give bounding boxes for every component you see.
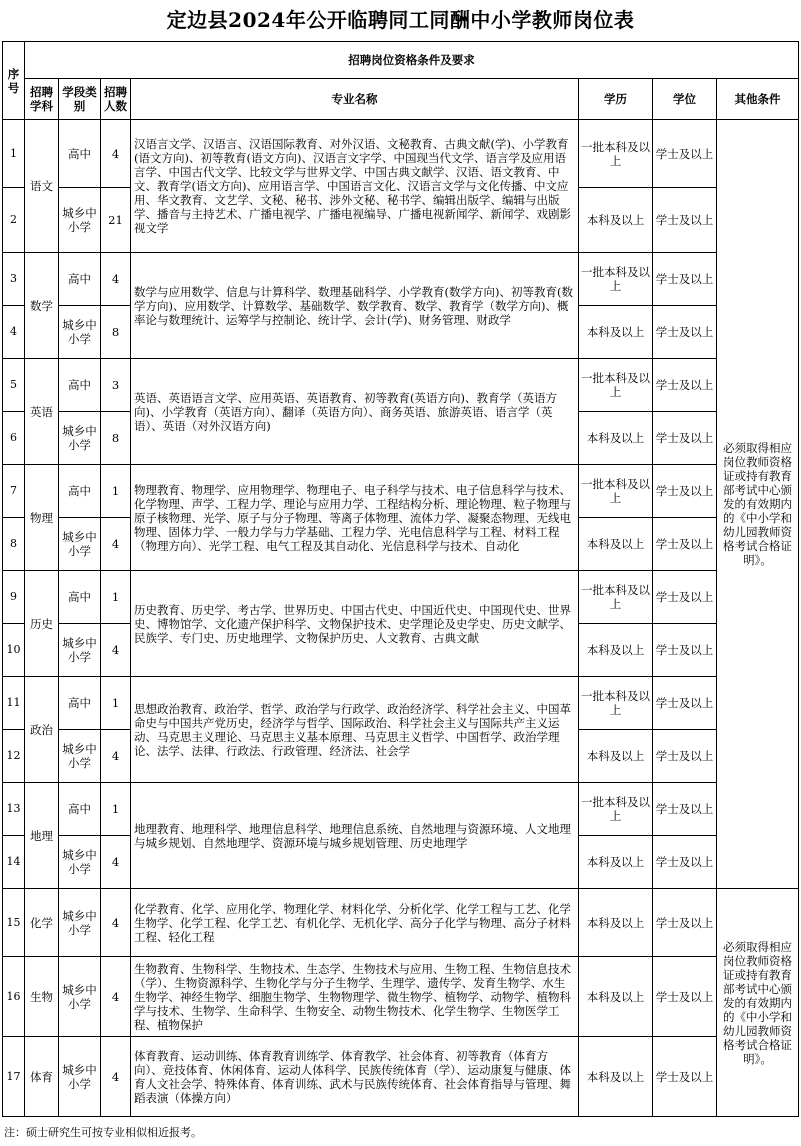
row-seq: 6: [3, 412, 25, 465]
count-cell: 4: [101, 518, 131, 571]
header-subject: 招聘学科: [25, 79, 59, 120]
degree-cell: 学士及以上: [653, 677, 717, 730]
other-condition-cell: 必须取得相应岗位教师资格证或持有教育部考试中心颁发的有效期内的《中小学和幼儿园教师资格考试合格证明》。: [717, 889, 799, 1117]
header-count: 招聘人数: [101, 79, 131, 120]
stage-cell: 高中: [59, 783, 101, 836]
stage-cell: 城乡中小学: [59, 836, 101, 889]
header-other: 其他条件: [717, 79, 799, 120]
count-cell: 1: [101, 783, 131, 836]
degree-cell: 学士及以上: [653, 518, 717, 571]
header-group: 招聘岗位资格条件及要求: [25, 42, 799, 79]
count-cell: 4: [101, 836, 131, 889]
stage-cell: 高中: [59, 571, 101, 624]
education-cell: 一批本科及以上: [579, 359, 653, 412]
education-cell: 本科及以上: [579, 730, 653, 783]
table-row: [3, 465, 799, 518]
stage-cell: 高中: [59, 677, 101, 730]
degree-cell: 学士及以上: [653, 188, 717, 253]
degree-cell: 学士及以上: [653, 1037, 717, 1117]
degree-cell: 学士及以上: [653, 412, 717, 465]
education-cell: 一批本科及以上: [579, 677, 653, 730]
row-seq: 7: [3, 465, 25, 518]
degree-cell: 学士及以上: [653, 957, 717, 1037]
education-cell: 本科及以上: [579, 412, 653, 465]
count-cell: 8: [101, 306, 131, 359]
education-cell: 本科及以上: [579, 518, 653, 571]
count-cell: 8: [101, 412, 131, 465]
row-seq: 10: [3, 624, 25, 677]
table-row: [3, 889, 799, 957]
row-seq: 15: [3, 889, 25, 957]
subject-cell: 体育: [25, 1037, 59, 1117]
degree-cell: 学士及以上: [653, 465, 717, 518]
row-seq: 16: [3, 957, 25, 1037]
education-cell: 一批本科及以上: [579, 465, 653, 518]
degree-cell: 学士及以上: [653, 306, 717, 359]
stage-cell: 城乡中小学: [59, 957, 101, 1037]
stage-cell: 城乡中小学: [59, 306, 101, 359]
row-seq: 1: [3, 120, 25, 188]
degree-cell: 学士及以上: [653, 571, 717, 624]
table-row: [3, 957, 799, 1037]
table-row: [3, 783, 799, 836]
count-cell: 4: [101, 889, 131, 957]
education-cell: 一批本科及以上: [579, 571, 653, 624]
education-cell: 本科及以上: [579, 1037, 653, 1117]
row-seq: 9: [3, 571, 25, 624]
table-row: [3, 571, 799, 624]
degree-cell: 学士及以上: [653, 783, 717, 836]
row-seq: 3: [3, 253, 25, 306]
subject-cell: 政治: [25, 677, 59, 783]
stage-cell: 城乡中小学: [59, 624, 101, 677]
major-cell: 思想政治教育、政治学、哲学、政治学与行政学、政治经济学、科学社会主义、中国革命史与中国共产党历史，经济学与哲学、国际政治、科学社会主义与国际共产主义运动、马克思主义理论、马克思主义基本原理、马克思主义哲学、中国哲学、政治学理论、法学、法律、行政法、行政管理、经济法、社会学: [131, 677, 579, 783]
stage-cell: 城乡中小学: [59, 730, 101, 783]
row-seq: 14: [3, 836, 25, 889]
table-row: [3, 677, 799, 730]
count-cell: 1: [101, 677, 131, 730]
education-cell: 一批本科及以上: [579, 783, 653, 836]
count-cell: 21: [101, 188, 131, 253]
stage-cell: 城乡中小学: [59, 412, 101, 465]
education-cell: 本科及以上: [579, 188, 653, 253]
education-cell: 一批本科及以上: [579, 253, 653, 306]
major-cell: 历史教育、历史学、考古学、世界历史、中国古代史、中国近代史、中国现代史、世界史、博物馆学、文化遗产保护科学、文物保护技术、史学理论及史学史、历史文献学、民族学、专门史、历史地理学、文物保护历史、人文教育、古典文献: [131, 571, 579, 677]
major-cell: 化学教育、化学、应用化学、物理化学、材料化学、分析化学、化学工程与工艺、化学生物学、化学工程、化学工艺、有机化学、无机化学、高分子化学与物理、高分子材料工程、轻化工程: [131, 889, 579, 957]
row-seq: 2: [3, 188, 25, 253]
count-cell: 3: [101, 359, 131, 412]
row-seq: 8: [3, 518, 25, 571]
count-cell: 1: [101, 571, 131, 624]
major-cell: 地理教育、地理科学、地理信息科学、地理信息系统、自然地理与资源环境、人文地理与城乡规划、自然地理学、资源环境与城乡规划管理、历史地理学: [131, 783, 579, 889]
table-row: [3, 120, 799, 188]
count-cell: 4: [101, 1037, 131, 1117]
subject-cell: 化学: [25, 889, 59, 957]
row-seq: 5: [3, 359, 25, 412]
subject-cell: 语文: [25, 120, 59, 253]
count-cell: 4: [101, 624, 131, 677]
subject-cell: 地理: [25, 783, 59, 889]
major-cell: 数学与应用数学、信息与计算科学、数理基础科学、小学教育(数学方向)、初等教育(数学方向)、应用数学、计算数学、基础数学、数学教育、数学、教育学（数学方向)、概率论与数理统计、运筹学与控制论、统计学、会计(学)、财务管理、财政学: [131, 253, 579, 359]
count-cell: 4: [101, 730, 131, 783]
row-seq: 13: [3, 783, 25, 836]
education-cell: 本科及以上: [579, 624, 653, 677]
degree-cell: 学士及以上: [653, 624, 717, 677]
major-cell: 英语、英语语言文学、应用英语、英语教育、初等教育(英语方向)、教育学（英语方向)、小学教育（英语方向）、翻译（英语方向）、商务英语、旅游英语、语言学（英语）、英语（对外汉语方向): [131, 359, 579, 465]
row-seq: 11: [3, 677, 25, 730]
education-cell: 本科及以上: [579, 306, 653, 359]
row-seq: 4: [3, 306, 25, 359]
count-cell: 4: [101, 120, 131, 188]
degree-cell: 学士及以上: [653, 359, 717, 412]
header-degree: 学位: [653, 79, 717, 120]
count-cell: 4: [101, 253, 131, 306]
stage-cell: 高中: [59, 253, 101, 306]
table-row: [3, 1037, 799, 1117]
subject-cell: 物理: [25, 465, 59, 571]
header-major: 专业名称: [131, 79, 579, 120]
count-cell: 4: [101, 957, 131, 1037]
degree-cell: 学士及以上: [653, 253, 717, 306]
education-cell: 本科及以上: [579, 836, 653, 889]
stage-cell: 城乡中小学: [59, 889, 101, 957]
stage-cell: 城乡中小学: [59, 1037, 101, 1117]
subject-cell: 英语: [25, 359, 59, 465]
job-table: [2, 41, 799, 1117]
education-cell: 本科及以上: [579, 957, 653, 1037]
table-row: [3, 253, 799, 306]
row-seq: 17: [3, 1037, 25, 1117]
major-cell: 汉语言文学、汉语言、汉语国际教育、对外汉语、文秘教育、古典文献(学)、小学教育(语文方向)、初等教育(语文方向)、汉语言文字学、中国现当代文学、语言学及应用语言学、中国古代文学、比较文学与世界文学、中国古典文献学、汉语、语文教育、中文、教育学(语文方向)、应用语言学、中国语言文化、汉语言文学与文化传播、中文应用、华文教育、文艺学、文秘、秘书、涉外文秘、秘书学、编辑出版学、编辑与出版学、播音与主持艺术、广播电视学、广播电视编导、广播电视新闻学、新闻学、戏剧影视文学: [131, 120, 579, 253]
header-seq: 序号: [3, 42, 25, 120]
subject-cell: 数学: [25, 253, 59, 359]
stage-cell: 城乡中小学: [59, 188, 101, 253]
subject-cell: 生物: [25, 957, 59, 1037]
stage-cell: 城乡中小学: [59, 518, 101, 571]
header-education: 学历: [579, 79, 653, 120]
education-cell: 一批本科及以上: [579, 120, 653, 188]
major-cell: 物理教育、物理学、应用物理学、物理电子、电子科学与技术、电子信息科学与技术、化学物理、声学、工程力学、理论与应用力学、工程结构分析、理论物理、粒子物理与原子核物理、光学、原子与分子物理、等离子体物理、流体力学、凝聚态物理、无线电物理、固体力学、一般力学与力学基础、工程力学、光电信息科学与工程、材料工程（物理方向）、光学工程、电气工程及其自动化、光信息科学与技术、自动化: [131, 465, 579, 571]
major-cell: 生物教育、生物科学、生物技术、生态学、生物技术与应用、生物工程、生物信息技术（学）、生物资源科学、生物化学与分子生物学、生理学、遗传学、发育生物学、水生生物学、神经生物学、细胞生物学、生物物理学、微生物学、植物学、动物学、植物科学与技术、生物学、生命科学、生物安全、动物生物技术、化学生物学、生物医学工程、植物保护: [131, 957, 579, 1037]
major-cell: 体育教育、运动训练、体育教育训练学、体育教学、社会体育、初等教育（体育方向）、竞技体育、休闲体育、运动人体科学、民族传统体育（学）、运动康复与健康、体育人文社会学、特殊体育、体育训练、武术与民族传统体育、社会体育指导与管理、舞蹈表演（体操方向）: [131, 1037, 579, 1117]
table-row: [3, 359, 799, 412]
row-seq: 12: [3, 730, 25, 783]
header-stage: 学段类别: [59, 79, 101, 120]
stage-cell: 高中: [59, 359, 101, 412]
degree-cell: 学士及以上: [653, 889, 717, 957]
footnote: 注：硕士研究生可按专业相似相近报考。: [4, 1126, 202, 1139]
page-title: 定边县2024年公开临聘同工同酬中小学教师岗位表: [166, 8, 635, 32]
education-cell: 本科及以上: [579, 889, 653, 957]
stage-cell: 高中: [59, 120, 101, 188]
degree-cell: 学士及以上: [653, 120, 717, 188]
count-cell: 1: [101, 465, 131, 518]
degree-cell: 学士及以上: [653, 730, 717, 783]
other-condition-cell: 必须取得相应岗位教师资格证或持有教育部考试中心颁发的有效期内的《中小学和幼儿园教师资格考试合格证明》。: [717, 120, 799, 889]
subject-cell: 历史: [25, 571, 59, 677]
degree-cell: 学士及以上: [653, 836, 717, 889]
stage-cell: 高中: [59, 465, 101, 518]
